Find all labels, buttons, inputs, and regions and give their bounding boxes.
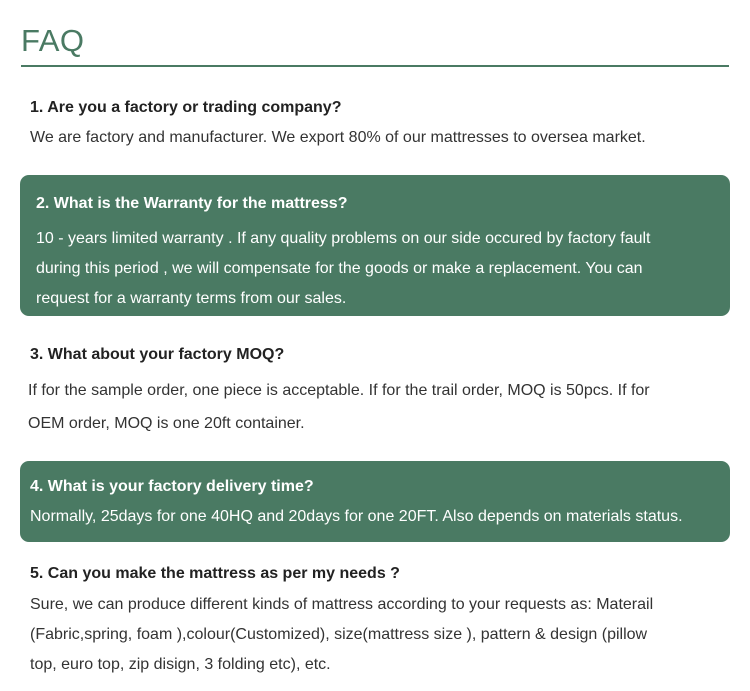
faq-question: 3. What about your factory MOQ? bbox=[30, 346, 285, 363]
faq-answer-line: Sure, we can produce different kinds of mattress according to your requests as: Materail bbox=[30, 596, 654, 613]
faq-answer-line: If for the sample order, one piece is acceptable. If for the trail order, MOQ is 50pcs. If for bbox=[28, 382, 650, 399]
faq-answer-line: OEM order, MOQ is one 20ft container. bbox=[28, 415, 305, 432]
faq-item-3 bbox=[20, 336, 730, 441]
faq-answer bbox=[30, 507, 683, 527]
faq-answer-line: Normally, 25days for one 40HQ and 20days for one 20FT. Also depends on materials status. bbox=[30, 508, 683, 525]
faq-answer-line: during this period , we will compensate for the goods or make a replacement. You can bbox=[36, 260, 643, 277]
faq-item-5 bbox=[20, 558, 730, 688]
faq-answer bbox=[28, 374, 650, 440]
faq-question: 2. What is the Warranty for the mattress? bbox=[36, 195, 348, 212]
faq-answer-line: top, euro top, zip disign, 3 folding etc), etc. bbox=[30, 656, 331, 673]
faq-answer-line: 10 - years limited warranty . If any quality problems on our side occured by factory fault bbox=[36, 230, 651, 247]
title-divider bbox=[21, 65, 729, 67]
faq-answer bbox=[36, 224, 651, 314]
faq-question: 5. Can you make the mattress as per my needs ? bbox=[30, 565, 400, 582]
faq-question: 1. Are you a factory or trading company? bbox=[30, 99, 342, 116]
faq-item-1 bbox=[20, 92, 730, 162]
faq-answer bbox=[30, 128, 646, 148]
faq-question: 4. What is your factory delivery time? bbox=[30, 478, 314, 495]
faq-answer-line: request for a warranty terms from our sales. bbox=[36, 290, 347, 307]
faq-item-4 bbox=[20, 461, 730, 542]
page-title: FAQ bbox=[21, 23, 85, 58]
faq-item-2 bbox=[20, 175, 730, 316]
faq-answer-line: (Fabric,spring, foam ),colour(Customized), size(mattress size ), pattern & design (pillow bbox=[30, 626, 648, 643]
faq-answer-line: We are factory and manufacturer. We export 80% of our mattresses to oversea market. bbox=[30, 129, 646, 146]
faq-answer bbox=[30, 590, 653, 680]
